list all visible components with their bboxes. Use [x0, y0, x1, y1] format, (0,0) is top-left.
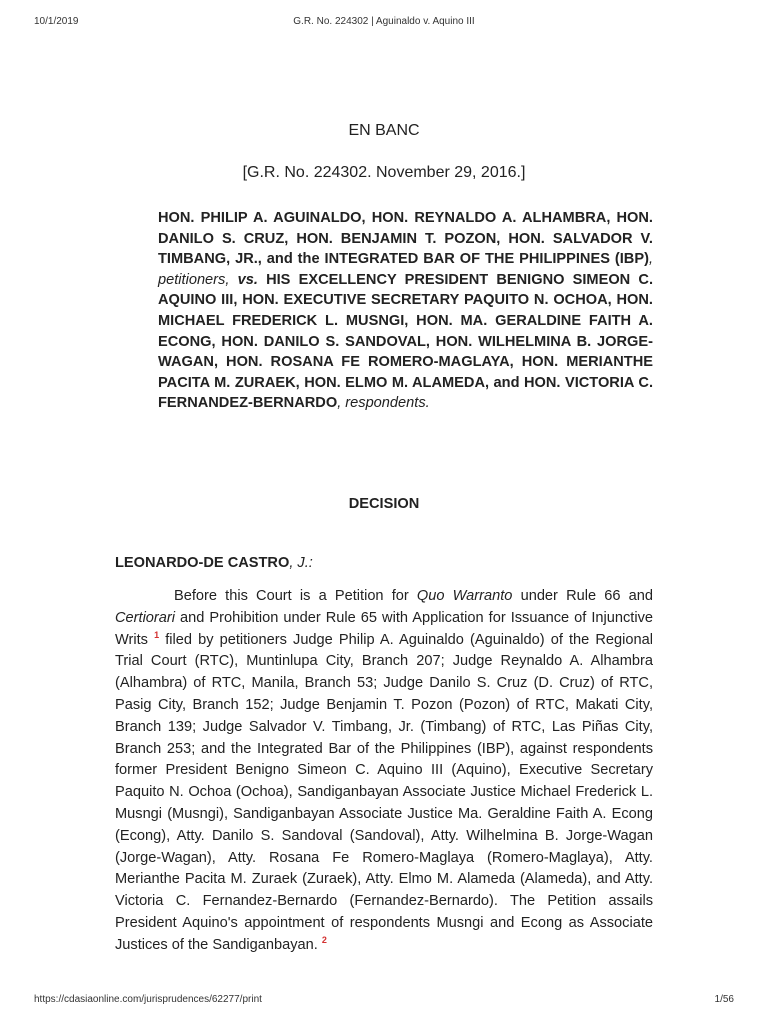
ponente-title: , J.:	[289, 555, 313, 571]
print-title: G.R. No. 224302 | Aguinaldo v. Aquino III	[293, 16, 475, 27]
versus-label: vs.	[237, 271, 258, 288]
petitioners-names: HON. PHILIP A. AGUINALDO, HON. REYNALDO A. ALHAMBRA, HON. DANILO S. CRUZ, HON. BENJAMIN T. POZON, HON. SALVADOR V. TIMBANG, JR., and the INTEGRATED BAR OF THE PHILIPPINES (IBP)	[158, 210, 653, 268]
footnote-link-2[interactable]: 2	[321, 934, 327, 945]
print-url[interactable]: https://cdasiaonline.com/jurisprudences/62277/print	[34, 994, 262, 1005]
footnote-link-1[interactable]: 1	[154, 629, 160, 640]
respondents-label: , respondents.	[337, 395, 430, 412]
decision-paragraph	[115, 586, 653, 957]
paragraph-text: filed by petitioners Judge Philip A. Aguinaldo (Aguinaldo) of the Regional Trial Court (RTC), Muntinlupa City, Branch 207; Judge Reynaldo A. Alhambra (Alhambra) of RTC, Manila, Branch 53; Judge Danilo S. Cruz (D. Cruz) of RTC, Pasig City, Branch 152; Judge Benjamin T. Pozon (Pozon) of RTC, Makati City, Branch 139; Judge Salvador V. Timbang, Jr. (Timbang) of RTC, Las Piñas City, Branch 253; and the Integrated Bar of the Philippines (IBP), against respondents former President Benigno Simeon C. Aquino III (Aquino), Executive Secretary Paquito N. Ochoa (Ochoa), Sandiganbayan Associate Justice Michael Frederick L. Musngi (Musngi), Sandiganbayan Associate Justice Ma. Geraldine Faith A. Econg (Econg), Atty. Danilo S. Sandoval (Sandoval), Atty. Wilhelmina B. Jorge-Wagan (Jorge-Wagan), Atty. Rosana Fe Romero-Maglaya (Romero-Maglaya), Atty. Merianthe Pacita M. Zuraek (Zuraek), Atty. Elmo M. Alameda (Alameda), and Atty. Victoria C. Fernandez-Bernardo (Fernandez-Bernardo). The Petition assails President Aquino's appointment of respondents Musngi and Econg as Associate Justices of the Sandiganbayan.	[115, 631, 653, 953]
certiorari-term: Certiorari	[115, 609, 176, 626]
paragraph-text: and Prohibition under Rule 65 with Application for Issuance of Injunctive Writs	[115, 609, 653, 648]
division-heading: EN BANC	[348, 122, 420, 139]
paragraph-text: Before this Court is a Petition for	[174, 588, 417, 604]
case-parties	[158, 208, 653, 414]
gr-number: [G.R. No. 224302. November 29, 2016.]	[242, 164, 526, 181]
decision-heading: DECISION	[348, 496, 420, 512]
print-date: 10/1/2019	[34, 16, 79, 27]
ponente	[115, 555, 313, 571]
ponente-name: LEONARDO-DE CASTRO	[115, 555, 290, 571]
petitioners-label: , petitioners,	[158, 251, 653, 288]
page-number: 1/56	[714, 994, 734, 1005]
quo-warranto-term: Quo Warranto	[416, 588, 513, 604]
paragraph-text: under Rule 66 and	[512, 588, 654, 604]
respondents-names: HIS EXCELLENCY PRESIDENT BENIGNO SIMEON C. AQUINO III, HON. EXECUTIVE SECRETARY PAQUITO N. OCHOA, HON. MICHAEL FREDERICK L. MUSNGI, HON. MA. GERALDINE FAITH A. ECONG, HON. DANILO S. SANDOVAL, HON. WILHELMINA B. JORGE-WAGAN, HON. ROSANA FE ROMERO-MAGLAYA, HON. MERIANTHE PACITA M. ZURAEK, HON. ELMO M. ALAMEDA, and HON. VICTORIA C. FERNANDEZ-BERNARDO	[158, 271, 653, 412]
